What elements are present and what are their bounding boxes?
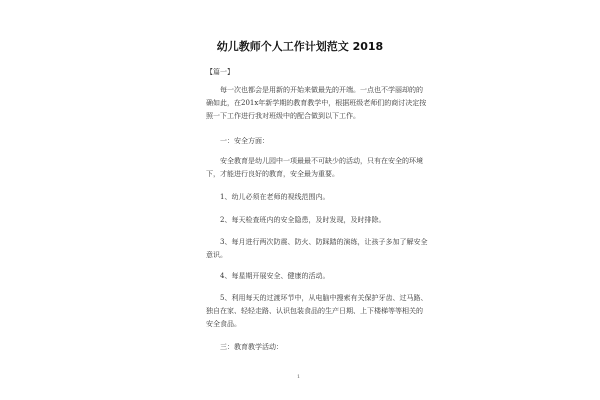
paragraph-line: 4、每星期开展安全、健康的活动。 [220, 272, 330, 280]
list-item-3 [206, 236, 428, 262]
paragraph-line: 照一下工作进行我对班级中的配合做到以下工作。 [206, 112, 360, 120]
paragraph-line: 5、利用每天的过渡环节中，从电脑中搜索有关保护牙齿、过马路、 [220, 294, 428, 302]
document-title: 幼儿教师个人工作计划范文 2018 [216, 40, 384, 53]
list-item-4 [206, 270, 419, 283]
paragraph-line: 独自在家、轻轻走路、认识包装食品的生产日期、上下楼梯等等相关的 [206, 307, 423, 315]
paragraph-line: 安全食品。 [206, 320, 241, 328]
paragraph-line: 三：教育教学活动： [220, 343, 283, 351]
list-item-2 [206, 214, 419, 227]
heading-teaching [206, 341, 419, 354]
paragraph-line: 2、每天检查班内的安全隐患，及时发现，及时排除。 [220, 216, 386, 224]
paragraph-line: 1、幼儿必须在老师的视线范围内。 [220, 193, 330, 201]
paragraph-line: 下，才能进行良好的教育，安全最为重要。 [206, 170, 339, 178]
list-item-5 [206, 292, 428, 331]
paragraph-safety-intro [206, 155, 423, 181]
paragraph-line: 一：安全方面： [220, 137, 269, 145]
paragraph-line: 3、每月进行两次防震、防火、防踩踏的演练，让孩子多加了解安全 [220, 238, 428, 246]
heading-safety [206, 135, 419, 148]
list-item-1 [206, 191, 419, 204]
paragraph-line: 每一次也都会是用新的开始来做最先的开端。一点也不学丽却的的 [220, 86, 423, 94]
paragraph-line: 意识。 [206, 251, 227, 259]
page-number: 1 [297, 374, 301, 380]
paragraph-line: 安全教育是幼儿园中一项最最不可缺少的活动，只有在安全的环境 [220, 157, 423, 165]
paragraph-intro [206, 84, 427, 123]
paragraph-line: 确如此，在201x年新学期的教育教学中，根据班级老师们的商讨决定按 [206, 99, 427, 107]
section-label: 【篇一】 [206, 68, 234, 76]
